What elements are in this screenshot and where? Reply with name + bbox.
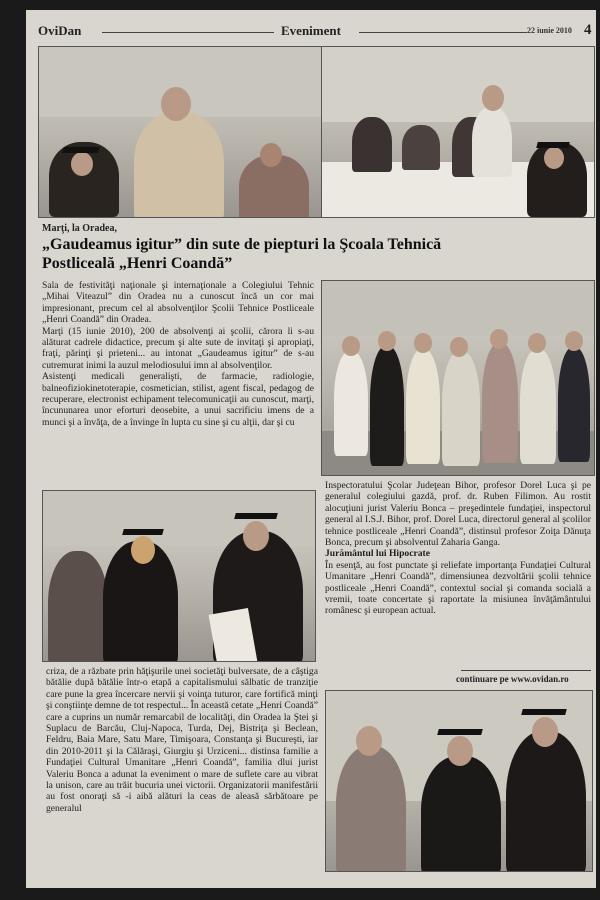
photo-three-graduates [325, 690, 593, 872]
article-title-line-2: Postliceală „Henri Coandă” [42, 255, 233, 272]
issue-date: 22 iunie 2010 [527, 26, 572, 35]
page-number: 4 [584, 22, 592, 38]
article-column-1 [42, 280, 314, 482]
paragraph: Sala de festivităţi naţionale şi internaţionale a Colegiului Tehnic „Mihai Viteazul” din Oradea nu a cunoscut încă un cor mai impresionant, precum cel al absolvenţilor Şcolii Tehnice Postliceale „Henri Coandă” din Oradea. [42, 280, 314, 326]
photo-group-of-graduates [321, 280, 595, 476]
article-column-1-continued [46, 666, 318, 866]
paragraph: Inspectoratului Şcolar Judeţean Bihor, profesor Dorel Luca şi pe generalul colegiului gazdă, prof. dr. Ruben Filimon. Au rostit alocuţiuni jurist Valeriu Bonca – preşedintele fundaţiei, inspectorul general al I.S.J. Bihor, prof. Dorel Luca, directorul general al şcolilor tehnice postliceale „Henri Coandă”, distinsul profesor Zoiţa Dănuţa Bonca, precum şi absolventul Zaharia Ganga. [325, 480, 591, 549]
photo-speaker-at-table [38, 46, 323, 218]
article-column-2 [325, 480, 591, 668]
paragraph: În esenţă, au fost punctate şi reliefate importanţa Fundaţiei Cultural Umanitare „Henri Coandă”, dimensiunea dezvoltării şcolii tehnice postliceale „Henri Coandă”, contextul social şi comanda socială a vremii, toate concertate şi raportate la misiunea învăţământului românesc şi european actual. [325, 559, 591, 617]
article-title-line-1: „Gaudeamus igitur” din sute de piepturi la Şcoala Tehnică [42, 236, 442, 253]
newspaper-page [26, 10, 596, 888]
photo-diploma-ceremony [42, 490, 316, 662]
paragraph: criza, de a răzbate prin hăţişurile unei societăţi bulversate, de a câştiga bătălie după bătălie într-o etapă a capitalismului sălbatic de tranziţie care pune la grea încercare nervii şi voinţa tuturor, care fortifică minţi şi conştiinţe demne de tot respectul... În această cetate „Henri Coandă” care a cuprins un număr remarcabil de localităţi, din Oradea la Ştei şi Suplacu de Barcău, Cluj-Napoca, Turda, Dej, Bistriţa şi Beclean, Feldru, Baia Mare, Satu Mare, Timişoara, Constanţa şi Bucureşti, iar din 2010-2011 şi la Călăraşi, Giurgiu şi Urziceni... distinsa familie a Fundaţiei Cultural Umanitare „Henri Coandă”, familia dlui jurist Valeriu Bonca a adunat la eveniment o mare de suflete care au vibrat la unison, care au trăit bucuria unei victorii. Organizatorii manifestării au fost onoraţi să -i aibă alături la ceas de aleasă sărbătoare pe generalul [46, 666, 318, 814]
photo-speaker-with-graduates [321, 46, 595, 218]
continue-link[interactable]: continuare pe www.ovidan.ro [456, 674, 569, 684]
paragraph: Marţi (15 iunie 2010), 200 de absolvenţi ai şcolii, cărora li s-au alăturat cadrele didactice, precum şi alte sute de invitaţi şi apropiaţi, fraţi, părinţi şi prieteni... au intonat „Gaudeamus igitur” de s-au cutremurat inimi la auzul melodiosului imn al absolvenţilor. [42, 325, 314, 371]
article-subhead: Jurământul lui Hipocrate [325, 548, 430, 560]
paragraph: Asistenţi medicali generalişti, de farmacie, radiologie, balneofiziokinetoterapie, cosmetician, stilist, agent fiscal, pedagog de recuperare, electronist echipament telecomunicaţii au cunoscut, marţi, încununarea unor eforturi deosebite, a unui sacrificiu imens de a munci şi a învăţa, de a învinge în lupta cu sine şi cu alţii, dar şi cu [42, 371, 314, 428]
section-name: Eveniment [281, 23, 341, 38]
brand-name: OviDan [38, 23, 82, 38]
article-kicker: Marţi, la Oradea, [42, 223, 117, 234]
